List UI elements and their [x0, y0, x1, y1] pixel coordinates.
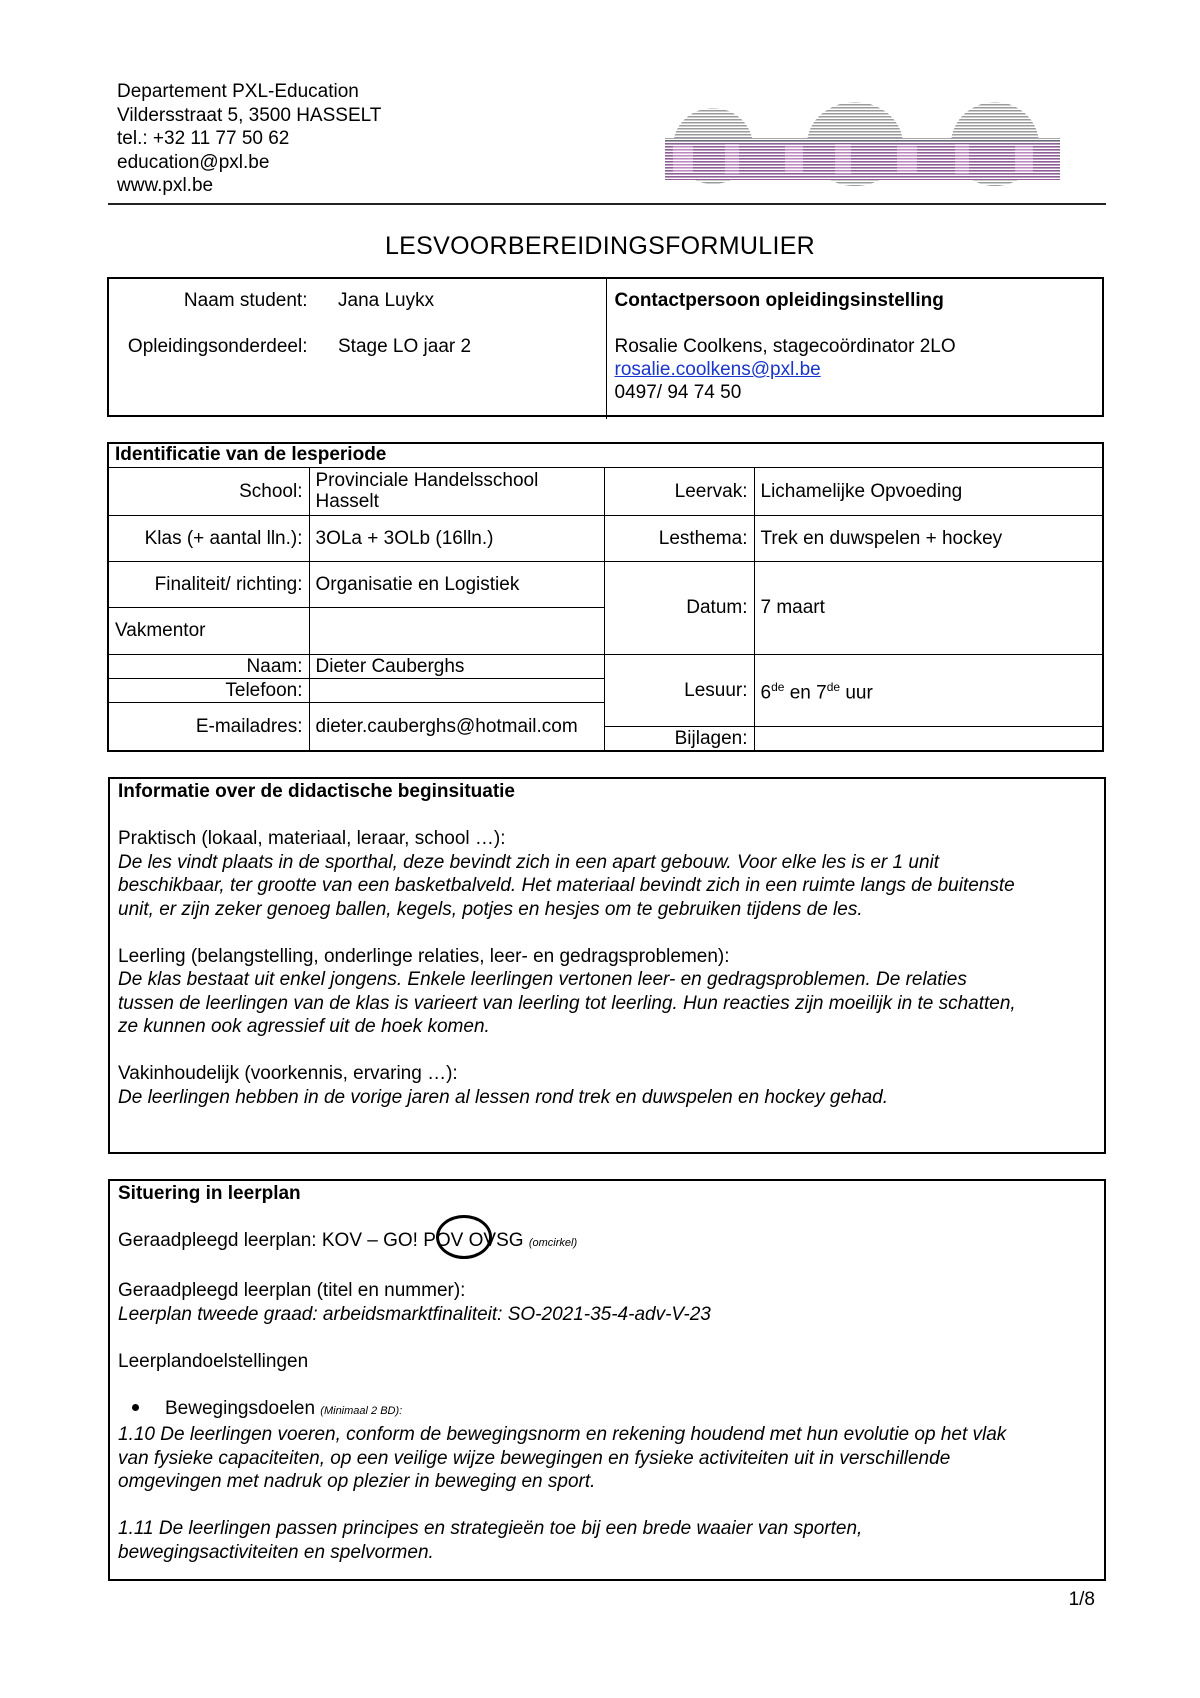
org-website: www.pxl.be [117, 175, 214, 196]
learner-text-line: De klas bestaat uit enkel jongens. Enkele leerlingen vertonen leer- en gedragsproblemen. De relaties [118, 969, 967, 990]
phone-value [309, 678, 604, 702]
attachments-value [754, 727, 1103, 751]
student-info-box [107, 277, 1104, 417]
period-second: en 7 [784, 682, 827, 704]
theme-value: Trek en duwspelen + hockey [754, 516, 1103, 561]
period-second-suffix: de [826, 680, 841, 695]
content-label: Vakinhoudelijk (voorkennis, ervaring …): [118, 1063, 458, 1084]
org-line: Vildersstraat 5, 3500 HASSELT [117, 104, 382, 126]
consulted-curriculum [118, 1229, 1096, 1256]
page-number: 1/8 [1068, 1589, 1095, 1610]
goal-1-10-line: van fysieke capaciteiten, op een veilige wijze bewegingen en fysieke activiteiten uit in verschillende [118, 1447, 951, 1469]
bullet-icon [132, 1404, 139, 1411]
finality-label: Finaliteit/ richting: [108, 561, 309, 607]
mentor-name-value: Dieter Cauberghs [309, 654, 604, 678]
mentor-name-label: Naam: [108, 654, 309, 678]
theme-label: Lesthema: [604, 516, 754, 561]
movement-goals-item [118, 1397, 1096, 1424]
school-value: Provinciale Handelsschool Hasselt [309, 467, 604, 515]
consulted-prefix: Geraadpleegd leerplan: KOV – GO! [118, 1230, 424, 1251]
curriculum-title-label: Geraadpleegd leerplan (titel en nummer): [118, 1280, 466, 1301]
contact-phone: 0497/ 94 74 50 [614, 382, 742, 403]
consulted-hint: (omcirkel) [528, 1237, 578, 1249]
contact-name: Rosalie Coolkens, stagecoördinator 2LO [614, 336, 956, 357]
practical-text-line: unit, er zijn zeker genoeg ballen, kegels, potjes en hesjes om te gebruiken tijdens de les. [118, 898, 863, 920]
consulted-suffix: OVSG [463, 1230, 529, 1251]
movement-hint: (Minimaal 2 BD): [320, 1404, 403, 1417]
pxl-logo [665, 98, 1065, 188]
period-first-suffix: de [771, 680, 785, 695]
goal-1-11-line: bewegingsactiviteiten en spelvormen. [118, 1541, 434, 1563]
subject-value: Lichamelijke Opvoeding [754, 467, 1103, 515]
class-label: Klas (+ aantal lln.): [108, 516, 309, 561]
learner-label: Leerling (belangstelling, onderlinge relaties, leer- en gedragsproblemen): [118, 945, 730, 967]
goals-label: Leerplandoelstellingen [118, 1350, 309, 1372]
student-name-value: Jana Luykx [338, 290, 435, 311]
mentor-empty-cell [309, 608, 604, 654]
goal-1-10-line: 1.10 De leerlingen voeren, conform de bewegingsnorm en rekening houdend met hun evolutie op het vlak [118, 1424, 1007, 1445]
organization-address [117, 80, 381, 198]
learner-text-line: tussen de leerlingen van de klas is varieert van leerling tot leerling. Hun reacties zijn moeilijk in te schatten, [118, 992, 1016, 1014]
student-cell [109, 279, 606, 419]
mentor-label: Vakmentor [108, 608, 309, 654]
program-label: Opleidingsonderdeel: [127, 336, 308, 357]
subject-label: Leervak: [604, 467, 754, 515]
class-value: 3OLa + 3OLb (16lln.) [309, 516, 604, 561]
goal-1-10-line: omgevingen met nadruk op plezier in beweging en sport. [118, 1471, 596, 1492]
lesson-identification-table [107, 442, 1104, 752]
initial-situation-box [108, 777, 1106, 1154]
contact-email-link[interactable]: rosalie.coolkens@pxl.be [614, 359, 821, 380]
situation-heading: Informatie over de didactische beginsituatie [118, 781, 515, 802]
practical-label: Praktisch (lokaal, materiaal, leraar, school …): [118, 828, 506, 849]
lesson-heading: Identificatie van de lesperiode [108, 443, 1103, 467]
goal-1-11-line: 1.11 De leerlingen passen principes en strategieën toe bij een brede waaier van sporten, [118, 1518, 863, 1539]
consulted-selected: POV [423, 1230, 464, 1251]
period-label: Lesuur: [604, 654, 754, 727]
selection-circle [436, 1215, 492, 1259]
period-unit: uur [840, 682, 873, 704]
attachments-label: Bijlagen: [604, 727, 754, 751]
email-label: E-mailadres: [108, 702, 309, 751]
practical-text-line: beschikbaar, ter grootte van een basketbalveld. Het materiaal bevindt zich in een ruimte langs de buitenste [118, 875, 1015, 896]
program-value: Stage LO jaar 2 [338, 336, 472, 357]
learner-text-line: ze kunnen ook agressief uit de hoek komen. [118, 1016, 490, 1037]
period-value [754, 654, 1103, 727]
org-email: education@pxl.be [117, 151, 270, 173]
curriculum-heading: Situering in leerplan [118, 1183, 301, 1204]
date-label: Datum: [604, 561, 754, 654]
org-line: Departement PXL-Education [117, 81, 359, 102]
curriculum-title-value: Leerplan tweede graad: arbeidsmarktfinaliteit: SO-2021-35-4-adv-V-23 [118, 1303, 711, 1325]
contact-heading: Contactpersoon opleidingsinstelling [614, 290, 944, 311]
email-value: dieter.cauberghs@hotmail.com [309, 702, 604, 751]
page-title: LESVOORBEREIDINGSFORMULIER [384, 232, 816, 260]
movement-label: Bewegingsdoelen [165, 1397, 321, 1419]
curriculum-box [108, 1179, 1106, 1581]
org-line: tel.: +32 11 77 50 62 [117, 128, 290, 149]
contact-cell [606, 279, 1102, 419]
school-label: School: [108, 467, 309, 515]
header-divider [108, 203, 1106, 205]
phone-label: Telefoon: [108, 678, 309, 702]
student-name-label: Naam student: [183, 290, 308, 311]
period-first: 6 [760, 682, 772, 704]
date-value: 7 maart [754, 561, 1103, 654]
content-text: De leerlingen hebben in de vorige jaren al lessen rond trek en duwspelen en hockey gehad. [118, 1086, 889, 1108]
practical-text-line: De les vindt plaats in de sporthal, deze bevindt zich in een apart gebouw. Voor elke les is er 1 unit [118, 851, 940, 873]
finality-value: Organisatie en Logistiek [309, 561, 604, 607]
